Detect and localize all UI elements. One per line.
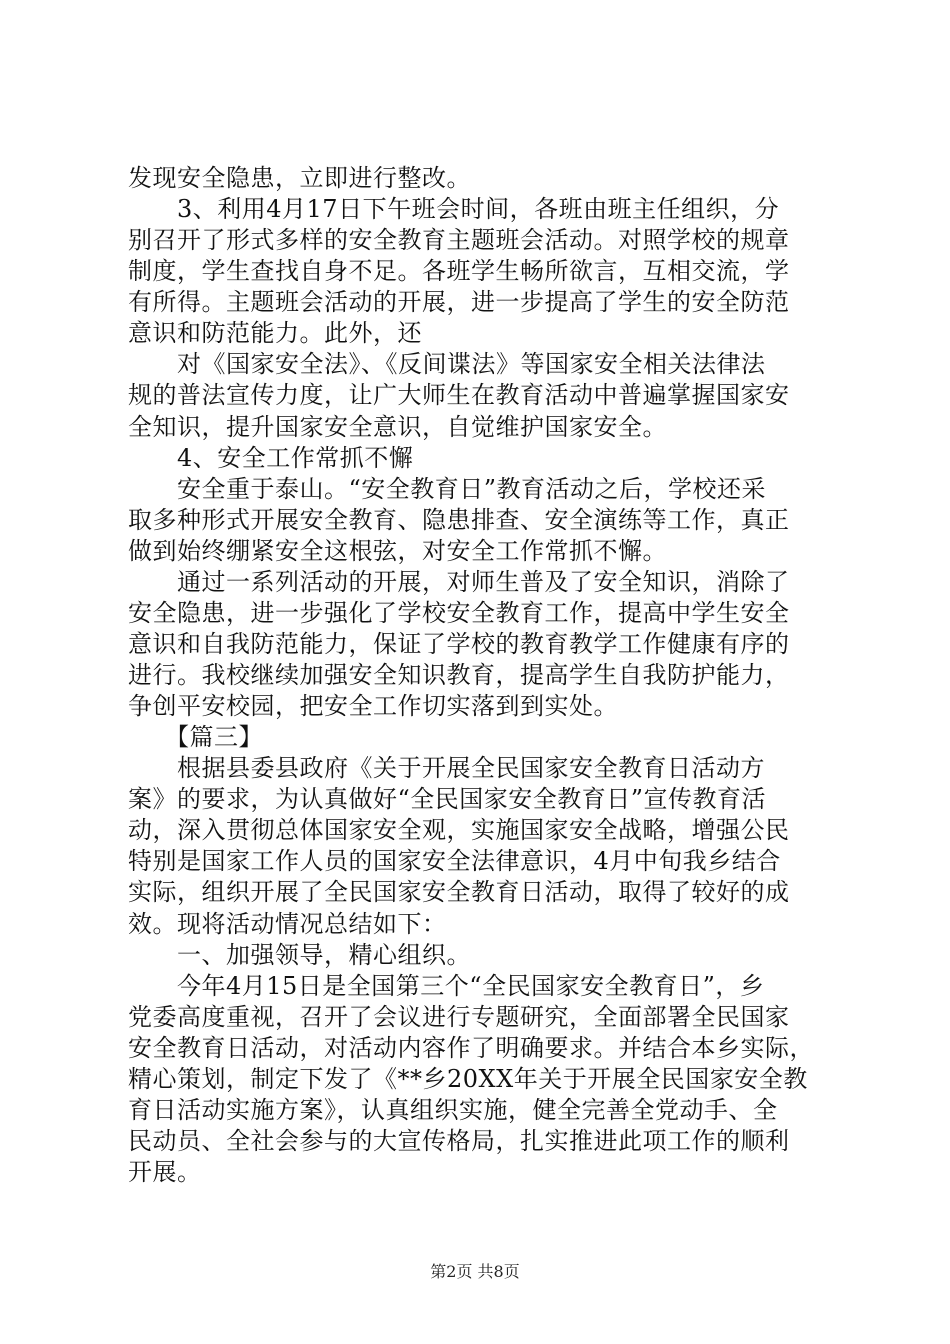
page-number-footer: 第2页 共8页 <box>430 1262 520 1281</box>
text-line: 有所得。主题班会活动的开展，进一步提高了学生的安全防范 <box>128 288 790 316</box>
text-line: 特别是国家工作人员的国家安全法律意识，4月中旬我乡结合 <box>128 847 781 875</box>
text-line: 规的普法宣传力度，让广大师生在教育活动中普遍掌握国家安 <box>128 381 790 409</box>
text-line: 对《国家安全法》、《反间谍法》等国家安全相关法律法 <box>128 350 766 378</box>
text-line: 取多种形式开展安全教育、隐患排查、安全演练等工作，真正 <box>128 506 790 534</box>
text-line: 进行。我校继续加强安全知识教育，提高学生自我防护能力， <box>128 661 790 689</box>
text-line: 动，深入贯彻总体国家安全观，实施国家安全战略，增强公民 <box>128 816 790 844</box>
text-line: 开展。 <box>128 1158 202 1186</box>
text-line: 安全重于泰山。“安全教育日”教育活动之后，学校还采 <box>128 475 767 503</box>
text-line: 效。现将活动情况总结如下： <box>128 910 447 938</box>
text-line: 别召开了形式多样的安全教育主题班会活动。对照学校的规章 <box>128 226 790 254</box>
text-line: 根据县委县政府《关于开展全民国家安全教育日活动方 <box>128 754 765 782</box>
text-line: 全知识，提升国家安全意识，自觉维护国家安全。 <box>128 413 667 441</box>
section-heading: 【篇三】 <box>128 723 263 751</box>
text-line: 意识和防范能力。此外，还 <box>128 319 422 347</box>
text-line: 今年4月15日是全国第三个“全民国家安全教育日”，乡 <box>128 972 765 1000</box>
text-line: 民动员、全社会参与的大宣传格局，扎实推进此项工作的顺利 <box>128 1127 790 1155</box>
text-line: 做到始终绷紧安全这根弦，对安全工作常抓不懈。 <box>128 537 667 565</box>
section-heading: 一、加强领导，精心组织。 <box>128 941 471 969</box>
text-line: 争创平安校园，把安全工作切实落到到实处。 <box>128 692 618 720</box>
text-line: 案》的要求，为认真做好“全民国家安全教育日”宣传教育活 <box>128 785 767 813</box>
text-line: 精心策划，制定下发了《**乡20XX年关于开展全民国家安全教 <box>128 1065 808 1093</box>
text-line: 安全隐患，进一步强化了学校安全教育工作，提高中学生安全 <box>128 599 790 627</box>
text-line: 育日活动实施方案》，认真组织实施，健全完善全党动手、全 <box>128 1096 778 1124</box>
text-line: 实际，组织开展了全民国家安全教育日活动，取得了较好的成 <box>128 878 790 906</box>
text-line: 通过一系列活动的开展，对师生普及了安全知识，消除了 <box>128 568 790 596</box>
text-line: 发现安全隐患，立即进行整改。 <box>128 164 471 192</box>
text-line: 制度，学生查找自身不足。各班学生畅所欲言，互相交流，学 <box>128 257 790 285</box>
text-line: 意识和自我防范能力，保证了学校的教育教学工作健康有序的 <box>128 630 790 658</box>
text-line: 安全教育日活动，对活动内容作了明确要求。并结合本乡实际， <box>128 1034 814 1062</box>
text-line: 党委高度重视，召开了会议进行专题研究，全面部署全民国家 <box>128 1003 790 1031</box>
text-line: 3、利用4月17日下午班会时间，各班由班主任组织，分 <box>128 195 780 223</box>
section-heading: 4、安全工作常抓不懈 <box>128 444 414 472</box>
